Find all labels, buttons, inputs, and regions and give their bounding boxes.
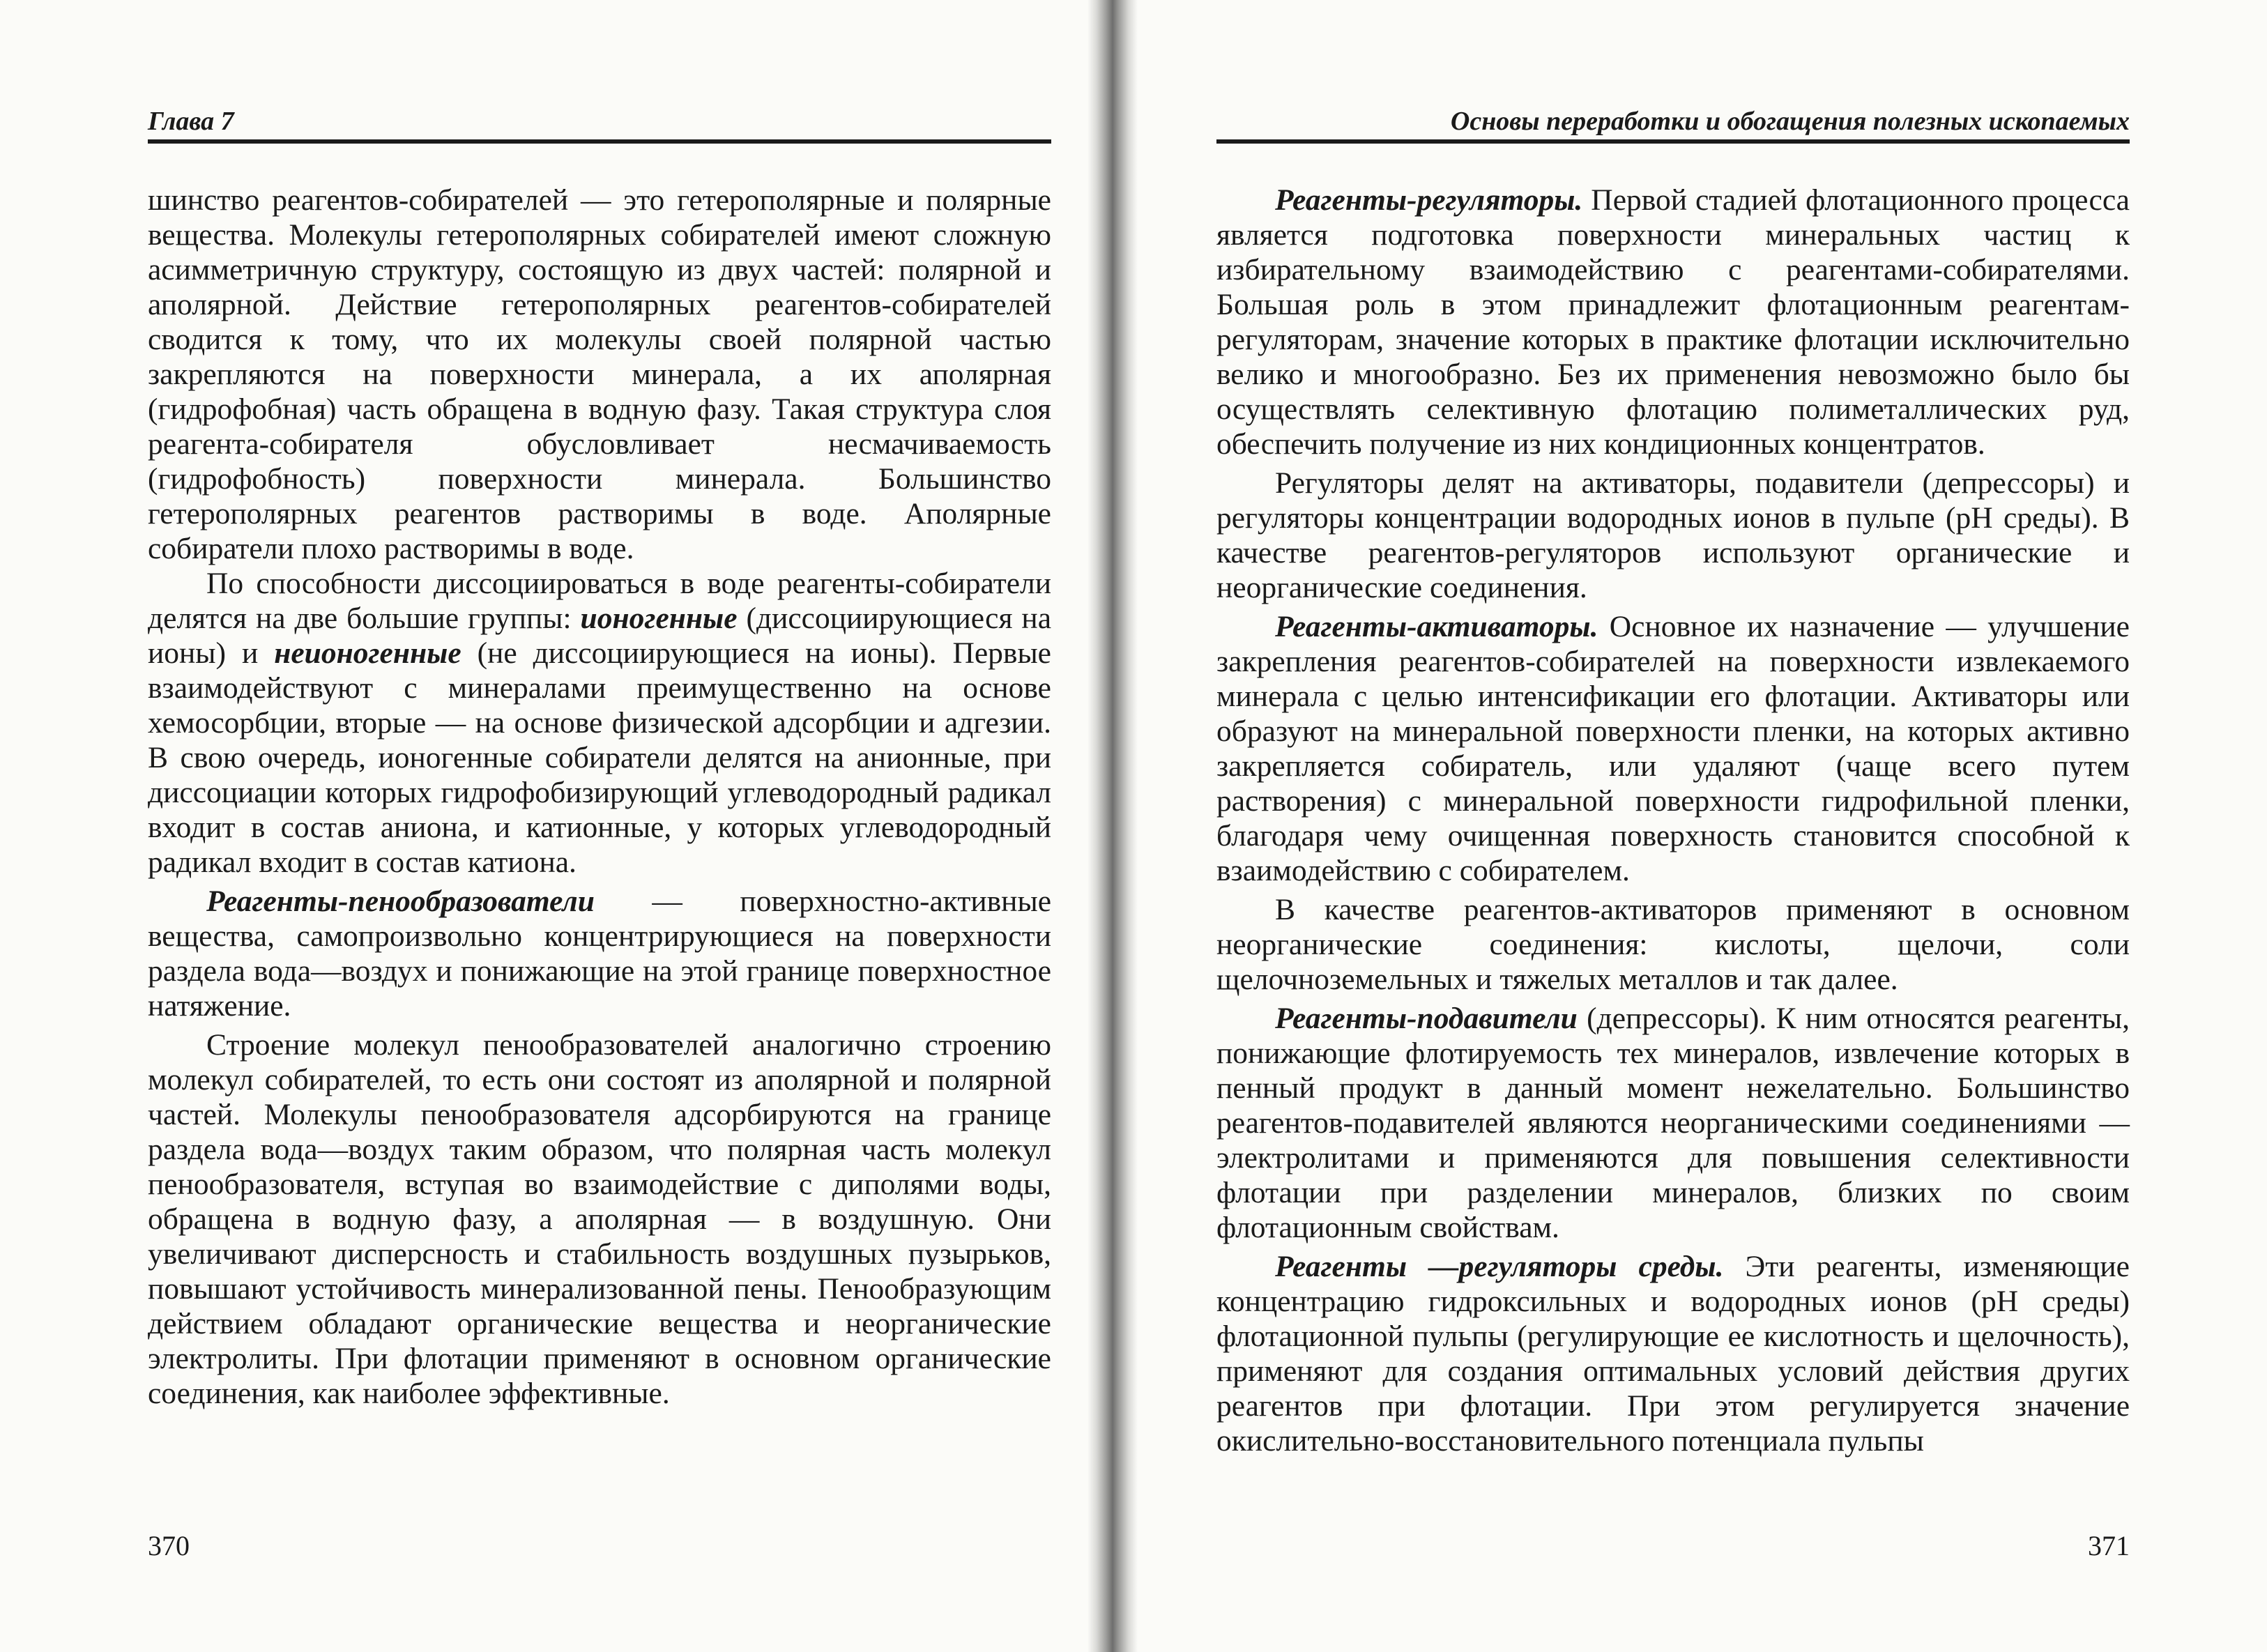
book-gutter-shadow bbox=[1087, 0, 1138, 1652]
right-running-head: Основы переработки и обогащения полезных ископаемых bbox=[1216, 103, 2130, 144]
right-paragraph-5 bbox=[1216, 1001, 2130, 1245]
right-p3-text: Основное их назначение — улучшение закрепления реагентов-собирателей на поверхности извлекаемого минерала с целью интенсификации его флотации. Активаторы или образуют на минеральной поверхности пленки, на которых активно закрепляется собиратель, или удаляют (чаще всего путем растворения) с минеральной поверхности гидрофильной пленки, благодаря чему очищенная поверхность становится способной к взаимодействию с собирателем. bbox=[1216, 610, 2130, 887]
left-paragraph-4: Строение молекул пенообразователей аналогично строению молекул собирателей, то есть они состоят из аполярной и полярной частей. Молекулы пенообразователя адсорбируются на границе раздела вода—воздух таким образом, что полярная часть молекул пенообразователя, вступая во взаимодействие с диполями воды, обращена в водную фазу, а аполярная — в воздушную. Они увеличивают дисперсность и стабильность воздушных пузырьков, повышают устойчивость минерализованной пены. Пенообразующим действием обладают органические вещества и неорганические электролиты. При флотации применяют в основном органические соединения, как наиболее эффективные. bbox=[148, 1028, 1051, 1410]
right-p6-text: Эти реагенты, изменяющие концентрацию гидроксильных и водородных ионов (pH среды) флотационной пульпы (регулирующие ее кислотность и щелочность), применяют для создания оптимальных условий действия других реагентов при флотации. При этом регулируется значение окислительно-восстановительного потенциала пульпы bbox=[1216, 1250, 2130, 1458]
right-paragraph-3 bbox=[1216, 609, 2130, 888]
term-depressants: Реагенты-подавители bbox=[1275, 1002, 1578, 1035]
term-ionogenic: ионогенные bbox=[580, 602, 738, 635]
right-page-number: 371 bbox=[2088, 1530, 2130, 1561]
left-page-body bbox=[148, 183, 1051, 1411]
left-page bbox=[148, 0, 1051, 1652]
right-p5-text: (депрессоры). К ним относятся реагенты, понижающие флотируемость тех минералов, извлечение которых в пенный продукт в данный момент нежелательно. Большинство реагентов-подавителей являются неорганическими соединениями — электролитами и применяются для повышения селективности флотации при разделении минералов, близких по своим флотационным свойствам. bbox=[1216, 1002, 2130, 1244]
left-p3-text: — поверхностно-активные вещества, самопроизвольно концентрирующиеся на поверхности раздела вода—воздух и понижающие на этой границе поверхностное натяжение. bbox=[148, 885, 1051, 1023]
term-frothers: Реагенты-пенообразователи bbox=[206, 885, 595, 918]
left-paragraph-1: шинство реагентов-собирателей — это гетерополярные и полярные вещества. Молекулы гетерополярных собирателей имеют сложную асимметричную структуру, состоящую из двух частей: полярной и аполярной. Действие гетерополярных реагентов-собирателей сводится к тому, что их молекулы своей полярной частью закрепляются на поверхности минерала, а их аполярная (гидрофобная) часть обращена в водную фазу. Такая структура слоя реагента-собирателя обусловливает несмачиваемость (гидрофобность) поверхности минерала. Большинство гетерополярных реагентов растворимы в воде. Аполярные собиратели плохо растворимы в воде. bbox=[148, 183, 1051, 565]
right-p1-text: Первой стадией флотационного процесса является подготовка поверхности минеральных частиц к избирательному взаимодействию с реагентами-собирателями. Большая роль в этом принадлежит флотационным реагентам-регуляторам, значение которых в практике флотации исключительно велико и многообразно. Без их применения невозможно было бы осуществлять селективную флотацию полиметаллических руд, обеспечить получение из них кондиционных концентратов. bbox=[1216, 183, 2130, 461]
left-p2-text-b: (диссоциирующиеся на ионы) и bbox=[148, 602, 1051, 670]
term-medium-regulators: Реагенты —регуляторы среды. bbox=[1275, 1250, 1724, 1283]
right-paragraph-6 bbox=[1216, 1249, 2130, 1458]
term-activators: Реагенты-активаторы. bbox=[1275, 610, 1598, 643]
right-paragraph-4: В качестве реагентов-активаторов применяют в основном неорганические соединения: кислоты, щелочи, соли щелочноземельных и тяжелых металлов и так далее. bbox=[1216, 893, 2130, 996]
right-paragraph-2: Регуляторы делят на активаторы, подавители (депрессоры) и регуляторы концентрации водородных ионов в пульпе (pH среды). В качестве реагентов-регуляторов используют органические и неорганические соединения. bbox=[1216, 466, 2130, 604]
left-page-number: 370 bbox=[148, 1530, 190, 1561]
right-page-body bbox=[1216, 183, 2130, 1458]
left-running-head: Глава 7 bbox=[148, 103, 1051, 144]
right-page bbox=[1216, 0, 2130, 1652]
right-paragraph-1 bbox=[1216, 183, 2130, 461]
term-nonionogenic: неионогенные bbox=[274, 636, 461, 670]
term-regulators: Реагенты-регуляторы. bbox=[1275, 183, 1583, 217]
left-p2-text-a: По способности диссоциироваться в воде реагенты-собиратели делятся на две большие группы: bbox=[148, 567, 1051, 635]
left-paragraph-2 bbox=[148, 566, 1051, 880]
left-p2-text-c: (не диссоциирующиеся на ионы). Первые взаимодействуют с минералами преимущественно на основе хемосорбции, вторые — на основе физической адсорбции и адгезии. В свою очередь, ионогенные собиратели делятся на анионные, при диссоциации которых гидрофобизирующий углеводородный радикал входит в состав аниона, и катионные, у которых углеводородный радикал входит в состав катиона. bbox=[148, 636, 1051, 879]
left-paragraph-3 bbox=[148, 884, 1051, 1023]
